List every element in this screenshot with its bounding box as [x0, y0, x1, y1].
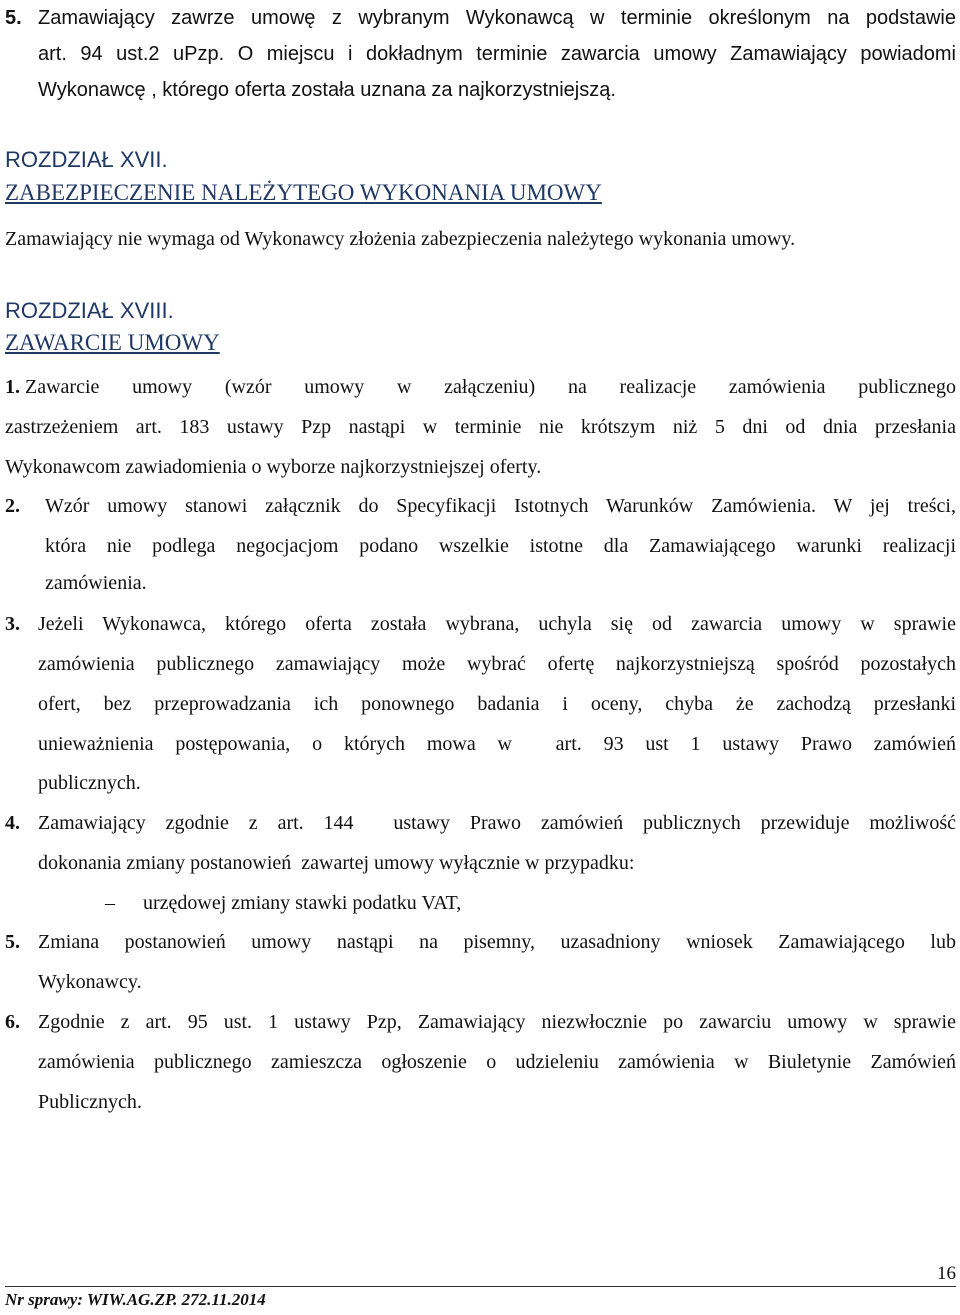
item-number: 6. [5, 1011, 20, 1033]
item-text-line: Zawarcie umowy (wzór umowy w załączeniu) na realizacje zamówienia publicznego [25, 376, 956, 398]
sub-bullet-text: urzędowej zmiany stawki podatku VAT, [143, 892, 462, 914]
page-number: 16 [937, 1263, 956, 1284]
item-text-line: Zamawiający zawrze umowę z wybranym Wykonawcą w terminie określonym na podstawie [38, 7, 956, 29]
item-text-line: Zmiana postanowień umowy nastąpi na pisemny, uzasadniony wniosek Zamawiającego lub [38, 931, 956, 953]
item-text-line: Zgodnie z art. 95 ust. 1 ustawy Pzp, Zamawiający niezwłocznie po zawarciu umowy w sprawie [38, 1011, 956, 1033]
item-number: 2. [5, 495, 20, 517]
item-text-line: dokonania zmiany postanowień zawartej umowy wyłącznie w przypadku: [38, 852, 635, 874]
chapter-subheading: ZABEZPIECZENIE NALEŻYTEGO WYKONANIA UMOWY [5, 180, 602, 205]
item-text-line: Zamawiający zgodnie z art. 144 ustawy Prawo zamówień publicznych przewiduje możliwość [38, 812, 956, 834]
item-text-line: Wykonawcę , którego oferta została uznana za najkorzystniejszą. [38, 79, 616, 101]
item-text-line: Wykonawcom zawiadomienia o wyborze najkorzystniejszej oferty. [5, 456, 542, 478]
item-text-line: Wykonawcy. [38, 971, 142, 993]
list-item-5-prev [5, 0, 956, 108]
chapter-heading: ROZDZIAŁ XVIII. [5, 298, 174, 323]
item-text-line: Publicznych. [38, 1091, 142, 1113]
item-number: 3. [5, 613, 20, 635]
item-text-line: unieważnienia postępowania, o których mowa w art. 93 ust 1 ustawy Prawo zamówień [38, 733, 956, 755]
list-item-3 [5, 604, 956, 802]
list-item-6 [5, 1002, 956, 1122]
chapter-heading: ROZDZIAŁ XVII. [5, 147, 168, 172]
item-text-line: art. 94 ust.2 uPzp. O miejscu i dokładnym terminie zawarcia umowy Zamawiający powiadomi [38, 43, 956, 65]
item-text-line: Jeżeli Wykonawca, którego oferta została wybrana, uchyla się od zawarcia umowy w sprawie [38, 613, 956, 635]
item-number: 5. [5, 931, 20, 953]
list-item-2 [5, 486, 956, 600]
dash-marker: – [105, 892, 115, 914]
item-text-line: zastrzeżeniem art. 183 ustawy Pzp nastąpi w terminie nie krótszym niż 5 dni od dnia przesłania [5, 416, 956, 438]
item-number: 5. [5, 7, 22, 29]
item-number: 1. [5, 376, 20, 398]
paragraph: Zamawiający nie wymaga od Wykonawcy złożenia zabezpieczenia należytego wykonania umowy. [5, 228, 796, 250]
item-text-line: publicznych. [38, 772, 141, 794]
list-item-4 [5, 803, 956, 923]
item-text-line: ofert, bez przeprowadzania ich ponownego badania i oceny, chyba że zachodzą przesłanki [38, 693, 956, 715]
list-item-5 [5, 922, 956, 1002]
case-reference: Nr sprawy: WIW.AG.ZP. 272.11.2014 [5, 1290, 266, 1309]
item-text-line: zamówienia publicznego zamawiający może wybrać ofertę najkorzystniejszą spośród pozostałych [38, 653, 956, 675]
footer-divider [5, 1286, 956, 1287]
item-text-line: która nie podlega negocjacjom podano wszelkie istotne dla Zamawiającego warunki realizacji [45, 535, 956, 557]
item-number: 4. [5, 812, 20, 834]
sub-bullet [5, 883, 956, 923]
item-text-line: zamówienia. [45, 572, 147, 594]
chapter-subheading: ZAWARCIE UMOWY [5, 330, 220, 355]
list-item-1 [5, 367, 956, 487]
item-text-line: Wzór umowy stanowi załącznik do Specyfikacji Istotnych Warunków Zamówienia. W jej treści, [45, 495, 956, 517]
item-text-line: zamówienia publicznego zamieszcza ogłoszenie o udzieleniu zamówienia w Biuletynie Zamówień [38, 1051, 956, 1073]
